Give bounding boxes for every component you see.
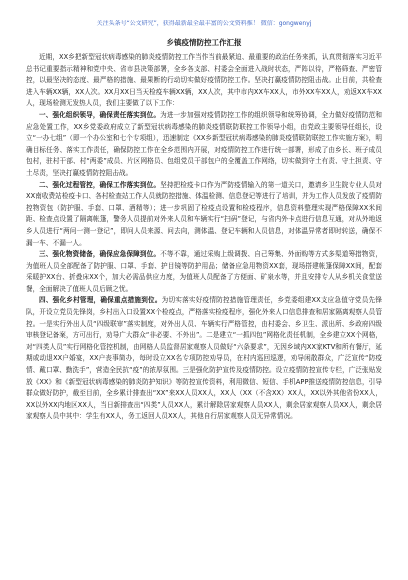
section-village-paragraph [26, 295, 382, 423]
section-heading: 四、强化乡村管理，确保重点措施到位。 [39, 296, 162, 305]
paragraph-text: 为进一步加强对疫情防控工作的组织领导和统筹协调，全力做好疫情防范和应急处置工作，XX乡党委政府成立了新型冠状病毒感染的肺炎疫情联防联控工作领导小组，由党政主要领导任组长，设立“一办七组”（即一个办公室和七个专项组），迅速制定《XX乡新型冠状病毒感染的肺炎疫情联防联控工作实施方案》，明确目标任务、落实工作责任，确保防控工作在全乡范围内开展，对疫情防控工作进行统一部署，形成了由乡长、班子成员包村，驻村干部、村“两委”成员、片区网格员、包组党员干部包户的全覆盖工作网络，切实做到守土有责、守土担责、守土尽责，坚决打赢疫情防控阻击战。 [26, 110, 382, 177]
section-organization-paragraph [26, 110, 382, 180]
document-title: 乡镇疫情防控工作汇报 [166, 38, 242, 47]
paragraph-text: 坚持把检疫卡口作为严防疫情输入的第一道关口，邀请乡卫生院专业人员对XX南收费站检疫卡口、各村检查站工作人员就防控措施、体温检测、信息登记等进行了培训，并为工作人员发放了疫情防控物资包（防护服、手套、口罩、酒精等）；进一步巩固了检疫点设置和检疫程序，信息资料整理实现严格保障XX米间距、检查点设置了隔离帐篷，警务人员提前对外来人员和车辆实行“扫码”登记，与省内外卡点进行信息互通，对从外地返乡人员进行“两问一测一登记”，即问人员来源、问去向，测体温、登记车辆和人员信息，对体温异常者即时转送，确保不漏一车、不漏一人。 [26, 180, 382, 247]
section-heading: 二、强化过程管控，确保工作落实到位。 [39, 180, 161, 189]
intro-paragraph [26, 52, 382, 110]
section-supplies-paragraph [26, 249, 382, 295]
paragraph-text: 为切实落实好疫情防控措施管理责任，乡党委组建XX支应急值守党员先锋队，开设立党员先锋岗，乡村出入口设置XX个检疫点，严格落实检疫程序，强化外来人口信息排查和居家隔离观察人员管控。一是实行外出人员“四级联审”落实制度，对外出人员、车辆实行严格管控，由村委会、乡卫生、派出所、乡政府四级审核登记备案，方可出行，劝导广大群众“非必要、不外出”。二是建立“一抓四包”网格化责任机制，全乡建立XX个网格，对“四类人员”实行网格化管控机制，由网格人员监督居家观察人员做好“六条要求”，无因乡域内XX家KTV和所有餐厅，延期或动退XX户婚宴，XX户丧事简办，每时设立XX名专项防控劝导员，在村内巡回巡逻，劝导闲散群众，广泛宣传“防疫情、戴口罩、勤洗手”，营造全民抗“疫”的浓厚氛围。三是强化防护宣传及疫情防控。设立疫情防控宣传专栏，广泛张贴发放《XX》和《新型冠状病毒感染的肺炎防护知识》等防控宣传资料，利用微信、短信、手机APP推送疫情防控信息，引导群众做好防护，截至目前，全乡累计排查出“XX”来XX人员XX人，XX人（XX（不含XX）XX人，XX以外其他省份XX人，XX以外XX内地区XX人，当日新排查出“四类”人员XX人，累计解除居家观察人员XX人，剩余居家观察人员XX人，剩余居家观察人员中其中：学生有XX人，务工返回人员XX人，其他自行居家观察人员无异常情况。 [26, 296, 382, 421]
paragraph-text: 近期，XX乡把新型冠状病毒感染的肺炎疫情防控工作当作当前最紧迫、最重要的政治任务来抓，认真贯彻落实习近平总书记重要指示精神和党中央、省市县决策部署，全乡各支部、村委会全面进入战时状态，严阵以待，严格筛查、严密管控，以最坚决的态度、最严格的措施、最果断的行动切实做好疫情防控工作。坚决打赢疫情防控阻击战。止目前，共检查进入车辆XX辆，XX人次。XX月XX日当天检疫车辆XX辆，XX人次，其中市内XX车XX人，市外XX车XX人，劝返XX车XX人，现场检测无发热人员，我们主要做了以下工作： [26, 53, 382, 108]
paragraph-text: 不等不靠，通过采购上级调拨、自己筹集、外面购等方式多渠道筹措物资，为值班人员全部配备了防护服、口罩、手套、护目镜等防护用品；储备应急用物资XX套，现场搭建帐篷保障XX间，配套采暖护XX台、折叠床XX个，加大必需品供应力度，为值班人员配备了方便面、矿泉水等，并且安排专人从乡机关食堂送餐，全面解决了值班人员后顾之忧。 [26, 250, 382, 293]
section-process-paragraph [26, 180, 382, 250]
promo-banner[interactable]: 关注头条号“公文研究”，获得最新最全最丰富的公文资料推！ 微信：gongwenyj [96, 20, 312, 27]
section-heading: 一、强化组织领导，确保责任落实到位。 [39, 110, 161, 119]
section-heading: 三、强化物资储备，确保应急保障到位。 [39, 250, 161, 259]
